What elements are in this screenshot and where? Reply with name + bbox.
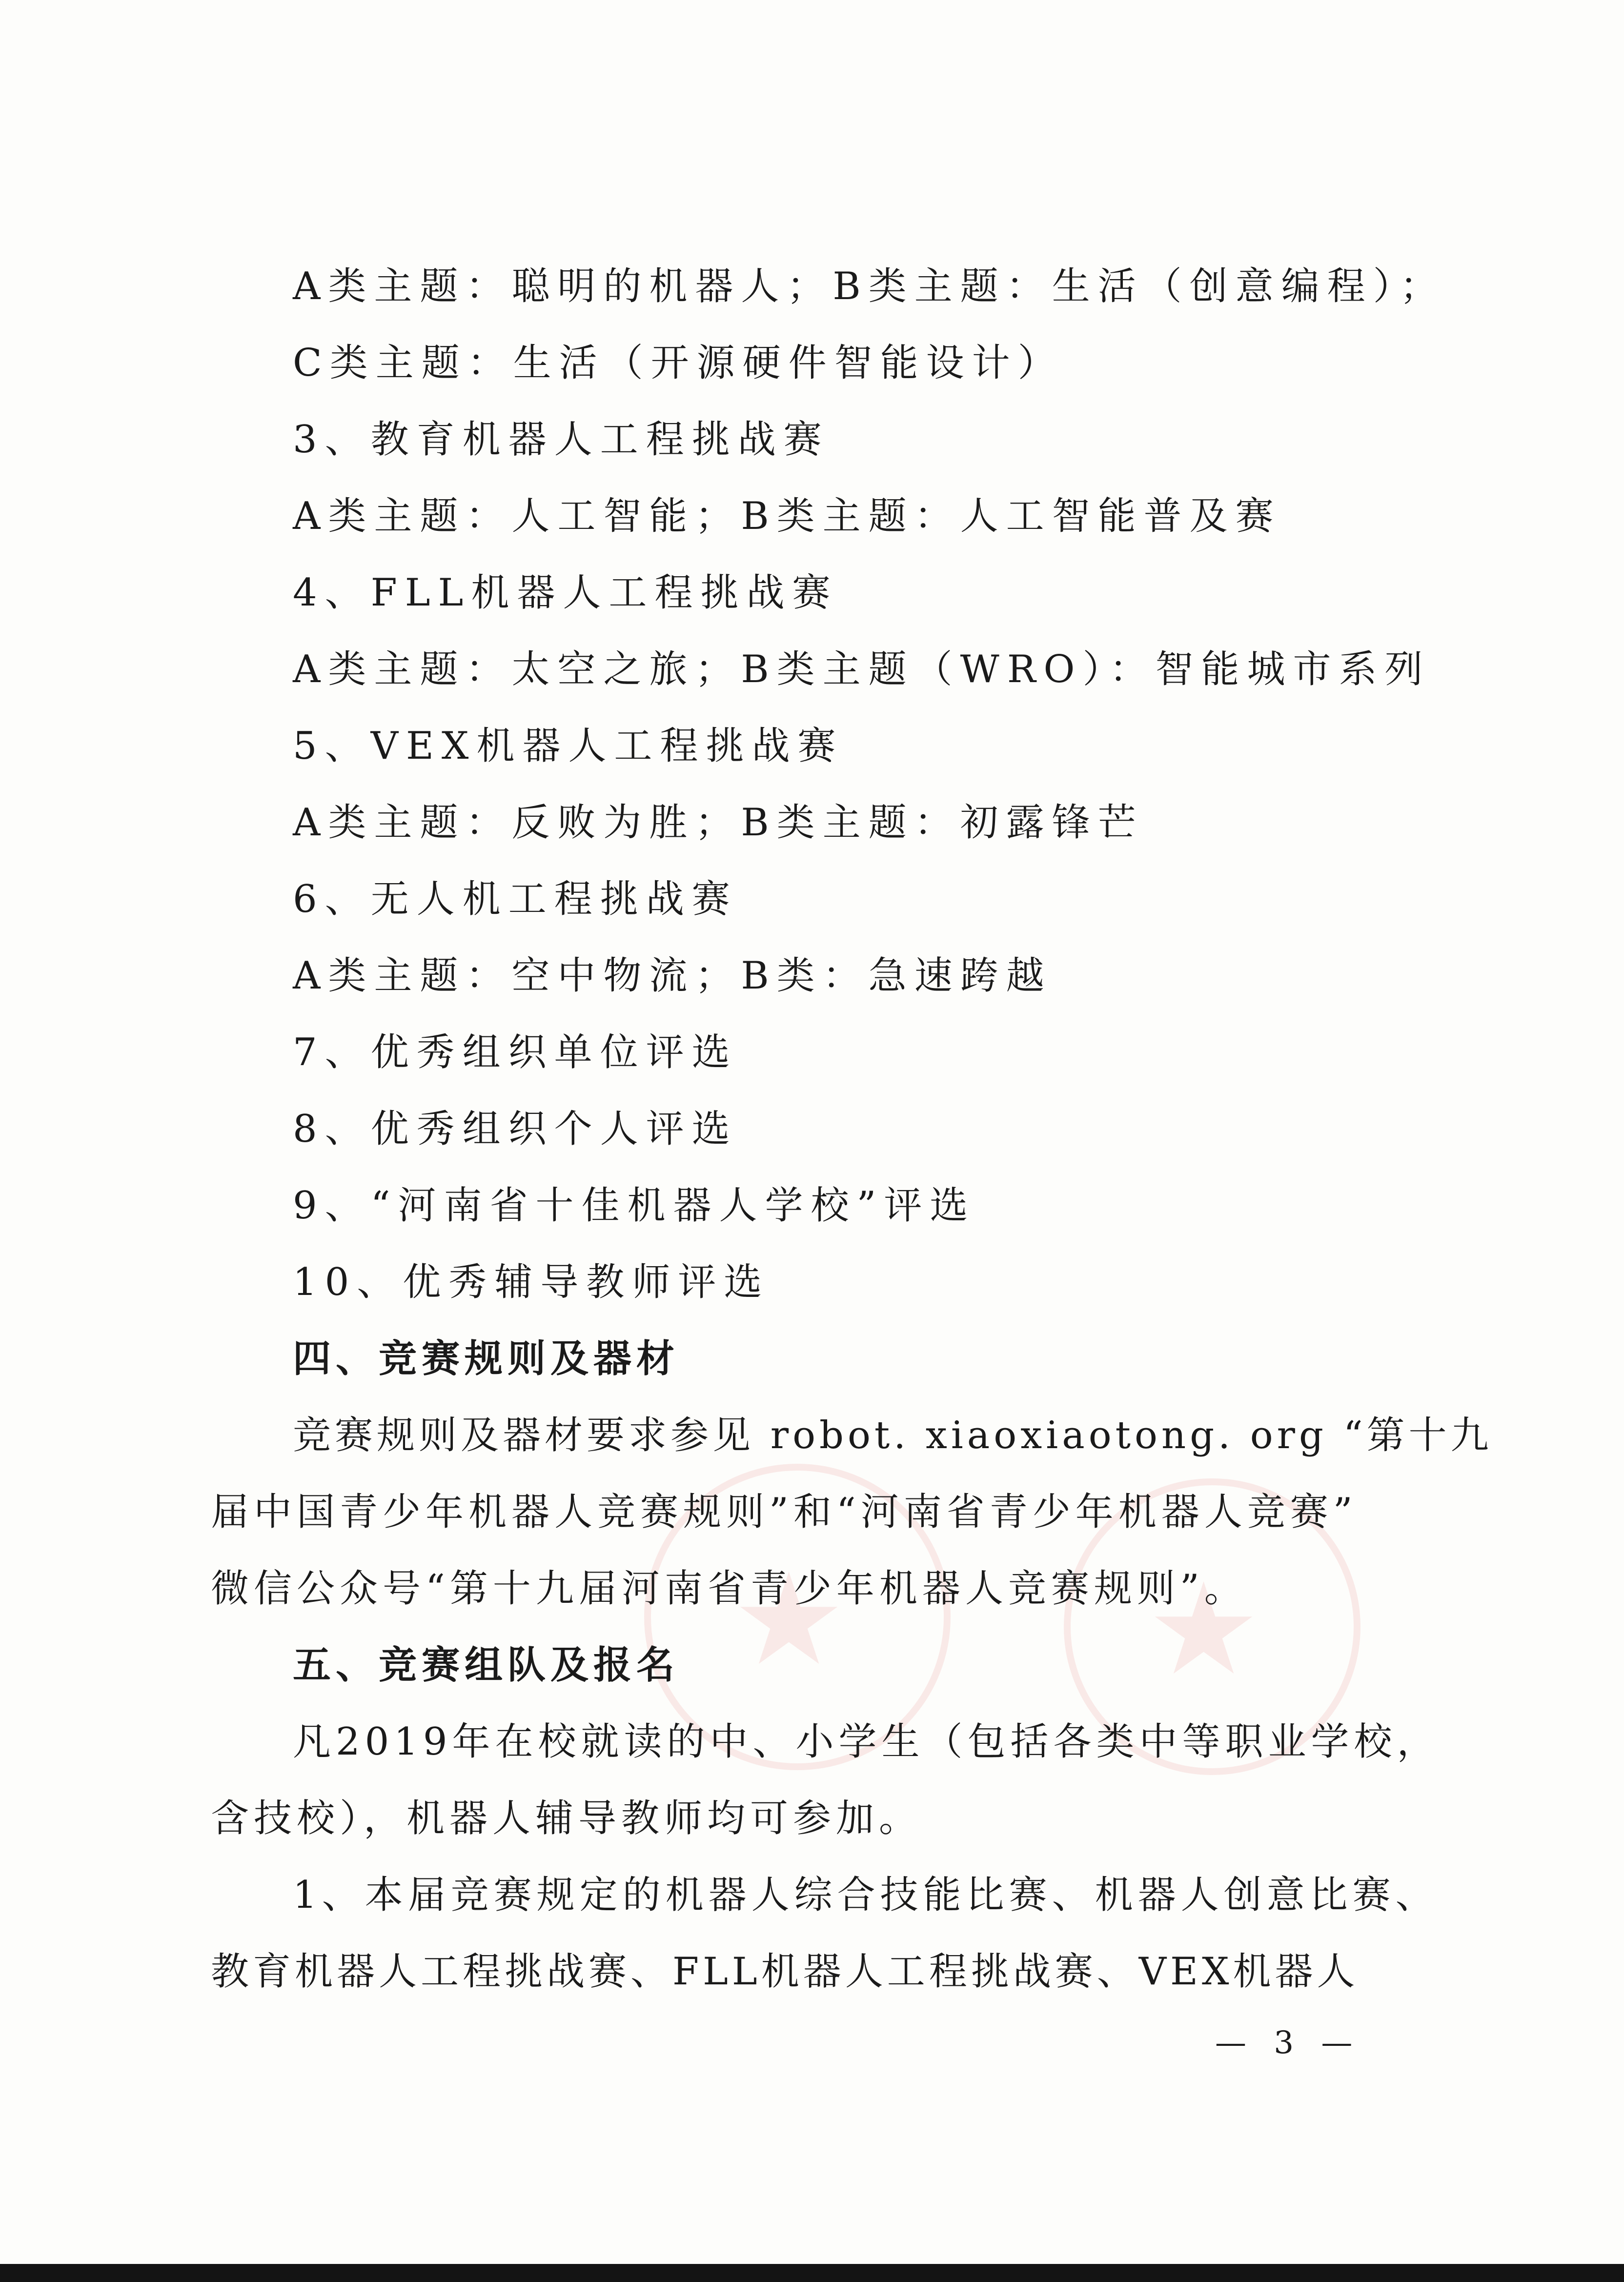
text-line-7: 5、VEX机器人工程挑战赛 — [293, 724, 844, 768]
text-line-12: 8、优秀组织个人评选 — [293, 1107, 738, 1151]
section5-body-line-3: 1、本届竞赛规定的机器人综合技能比赛、机器人创意比赛、 — [293, 1873, 1439, 1917]
page-number: — 3 — — [1215, 2025, 1361, 2061]
star-icon-left: ★ — [732, 1546, 846, 1694]
section4-body-line-3: 微信公众号“第十九届河南省青少年机器人竞赛规则”。 — [211, 1567, 1247, 1611]
text-line-2: C类主题：生活（开源硬件智能设计） — [293, 341, 1064, 385]
text-line-5: 4、FLL机器人工程挑战赛 — [293, 571, 838, 615]
text-line-9: 6、无人机工程挑战赛 — [293, 877, 738, 921]
section5-body-line-1: 凡2019年在校就读的中、小学生（包括各类中等职业学校， — [293, 1720, 1440, 1764]
text-line-3: 3、教育机器人工程挑战赛 — [293, 418, 830, 462]
section4-body-line-1: 竞赛规则及器材要求参见 robot. xiaoxiaotong. org “第十九 — [293, 1414, 1493, 1457]
section-heading-registration: 五、竞赛组队及报名 — [293, 1643, 680, 1687]
section5-body-line-4: 教育机器人工程挑战赛、FLL机器人工程挑战赛、VEX机器人 — [211, 1950, 1359, 1994]
section-heading-rules: 四、竞赛规则及器材 — [293, 1337, 680, 1381]
text-line-6: A类主题：太空之旅；B类主题（WRO）：智能城市系列 — [293, 647, 1431, 691]
section4-body-line-2: 届中国青少年机器人竞赛规则”和“河南省青少年机器人竞赛” — [211, 1490, 1358, 1534]
text-line-11: 7、优秀组织单位评选 — [293, 1030, 738, 1074]
scan-edge-bar — [0, 2264, 1624, 2282]
section5-body-line-2: 含技校），机器人辅导教师均可参加。 — [211, 1797, 922, 1840]
text-line-4: A类主题：人工智能；B类主题：人工智能普及赛 — [293, 494, 1281, 538]
text-line-14: 10、优秀辅导教师评选 — [293, 1260, 770, 1304]
text-line-8: A类主题：反败为胜；B类主题：初露锋芒 — [293, 801, 1144, 845]
text-line-10: A类主题：空中物流；B类：急速跨越 — [293, 954, 1052, 998]
text-line-13: 9、“河南省十佳机器人学校”评选 — [293, 1184, 976, 1228]
text-line-1: A类主题：聪明的机器人；B类主题：生活（创意编程）； — [293, 264, 1446, 308]
star-icon-right: ★ — [1147, 1556, 1261, 1703]
